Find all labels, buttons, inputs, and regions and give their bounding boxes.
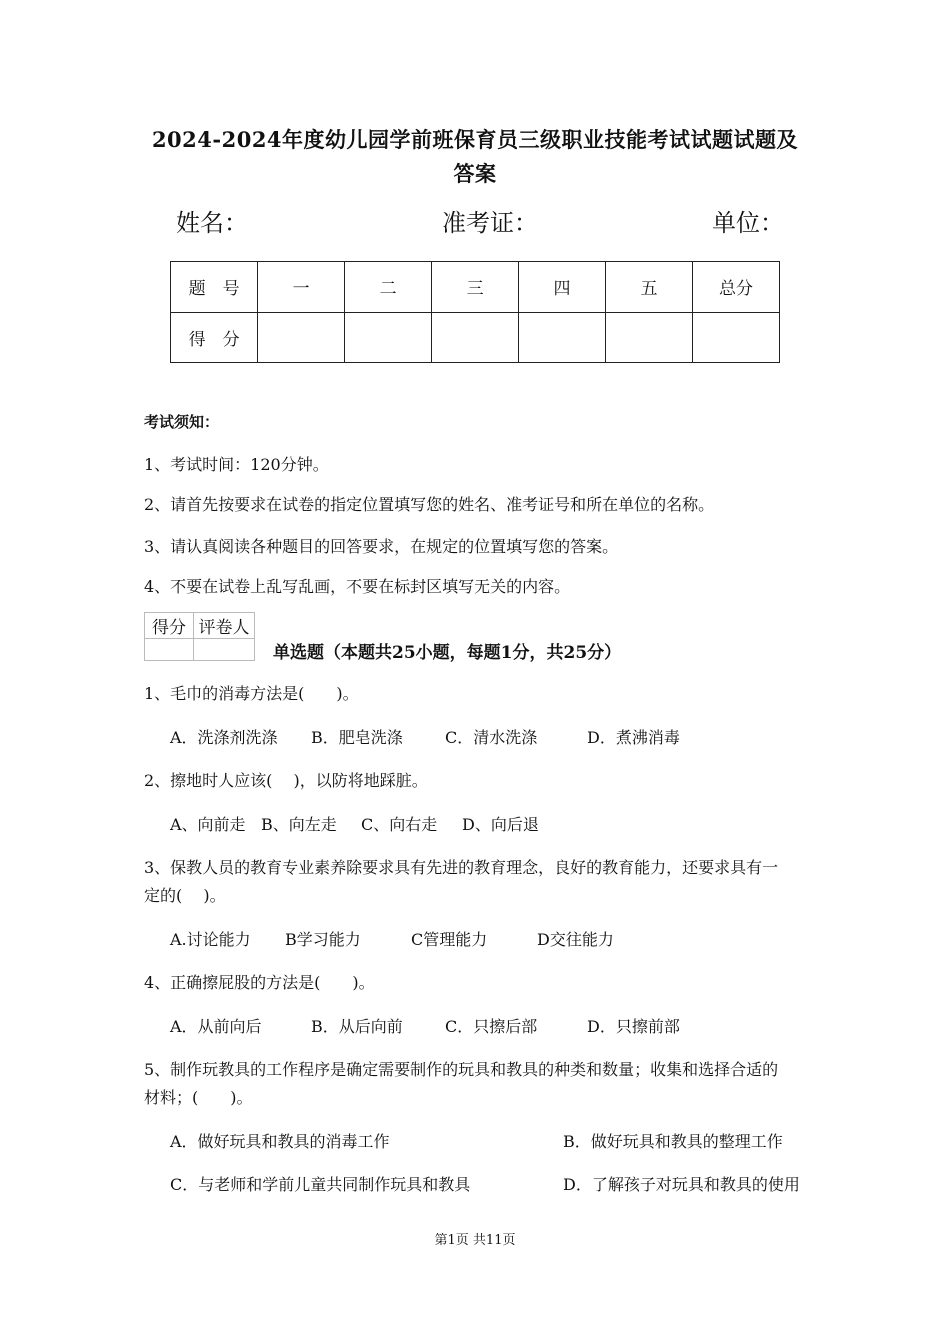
question-option[interactable]: C．清水洗涤 — [445, 728, 538, 747]
question-option[interactable]: D、向后退 — [462, 815, 539, 834]
question-stem: 1、毛巾的消毒方法是( )。 — [144, 684, 359, 703]
notice-item: 3、请认真阅读各种题目的回答要求，在规定的位置填写您的答案。 — [144, 537, 619, 556]
score-entry-cell[interactable] — [519, 312, 606, 363]
question-stem-continued: 定的( )。 — [144, 886, 226, 905]
question-option[interactable]: A、向前走 — [170, 815, 246, 834]
score-table-header-cell: 总分 — [692, 262, 779, 313]
notice-heading: 考试须知： — [144, 413, 220, 431]
question-option[interactable]: B．做好玩具和教具的整理工作 — [563, 1132, 783, 1151]
score-table-score-row — [171, 312, 780, 363]
score-table-header-cell: 三 — [432, 262, 519, 313]
question-stem: 5、制作玩教具的工作程序是确定需要制作的玩具和教具的种类和数量；收集和选择合适的 — [144, 1060, 779, 1079]
question-option[interactable]: D．只擦前部 — [587, 1017, 680, 1036]
unit-label: 单位： — [712, 209, 784, 237]
question-option[interactable]: B．从后向前 — [311, 1017, 403, 1036]
question-stem: 4、正确擦屁股的方法是( )。 — [144, 973, 375, 992]
score-row-label: 得 分 — [171, 312, 258, 363]
question-stem: 2、擦地时人应该( )，以防将地踩脏。 — [144, 771, 428, 790]
question-option[interactable]: D交往能力 — [537, 930, 614, 949]
question-stem: 3、保教人员的教育专业素养除要求具有先进的教育理念，良好的教育能力，还要求具有一 — [144, 858, 779, 877]
score-table-header-cell: 一 — [258, 262, 345, 313]
score-table — [170, 261, 780, 363]
question-option[interactable]: D．了解孩子对玩具和教具的使用 — [563, 1175, 800, 1194]
score-entry-cell[interactable] — [692, 312, 779, 363]
question-option[interactable]: A．洗涤剂洗涤 — [170, 728, 278, 747]
score-entry-cell[interactable] — [345, 312, 432, 363]
question-option[interactable]: A.讨论能力 — [170, 930, 251, 949]
score-table-header-row — [171, 262, 780, 313]
grader-score-cell[interactable] — [145, 639, 194, 661]
score-entry-cell[interactable] — [606, 312, 693, 363]
grader-score-label: 得分 — [145, 613, 194, 639]
grader-box — [144, 612, 255, 661]
grader-name-cell[interactable] — [194, 639, 255, 661]
score-table-header-cell: 题 号 — [171, 262, 258, 313]
score-entry-cell[interactable] — [432, 312, 519, 363]
question-option[interactable]: C．与老师和学前儿童共同制作玩具和教具 — [170, 1175, 471, 1194]
question-stem-continued: 材料；( )。 — [144, 1088, 253, 1107]
question-option[interactable]: C管理能力 — [411, 930, 488, 949]
score-entry-cell[interactable] — [258, 312, 345, 363]
name-label: 姓名： — [176, 209, 248, 237]
grader-name-label: 评卷人 — [194, 613, 255, 639]
question-option[interactable]: B．肥皂洗涤 — [311, 728, 403, 747]
notice-item: 4、不要在试卷上乱写乱画，不要在标封区填写无关的内容。 — [144, 577, 571, 596]
section-title: 单选题（本题共25小题，每题1分，共25分） — [273, 643, 622, 663]
question-option[interactable]: B、向左走 — [261, 815, 337, 834]
question-option[interactable]: C．只擦后部 — [445, 1017, 538, 1036]
document-title-line1: 2024-2024年度幼儿园学前班保育员三级职业技能考试试题试题及 — [151, 127, 799, 152]
question-option[interactable]: D．煮沸消毒 — [587, 728, 680, 747]
question-option[interactable]: C、向右走 — [361, 815, 438, 834]
notice-item: 2、请首先按要求在试卷的指定位置填写您的姓名、准考证号和所在单位的名称。 — [144, 495, 715, 514]
exam-id-label: 准考证： — [442, 209, 538, 237]
question-option[interactable]: A．从前向后 — [170, 1017, 262, 1036]
notice-item: 1、考试时间：120分钟。 — [144, 455, 329, 474]
document-title-line2: 答案 — [453, 161, 497, 186]
score-table-header-cell: 四 — [519, 262, 606, 313]
question-option[interactable]: B学习能力 — [285, 930, 361, 949]
score-table-header-cell: 二 — [345, 262, 432, 313]
page-number: 第1页 共11页 — [434, 1233, 516, 1248]
score-table-header-cell: 五 — [606, 262, 693, 313]
question-option[interactable]: A．做好玩具和教具的消毒工作 — [170, 1132, 390, 1151]
